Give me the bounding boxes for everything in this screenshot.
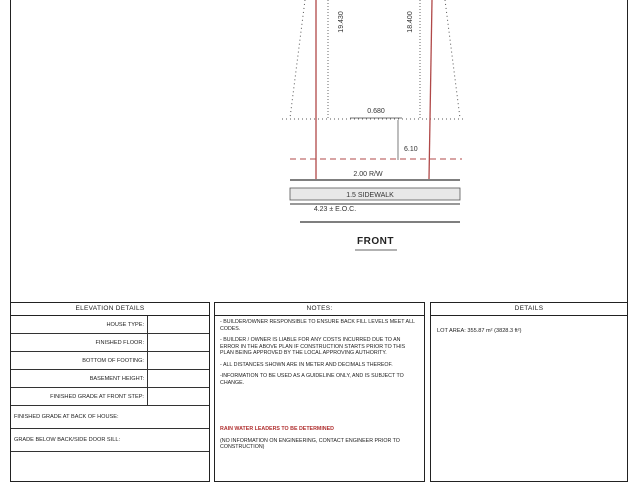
- notes-body: [215, 316, 424, 459]
- curb-label: 4.23 ± E.O.C.: [313, 206, 357, 213]
- elevation-label: BOTTOM OF FOOTING:: [11, 352, 148, 370]
- elevation-value-cell: [148, 370, 210, 388]
- lot-line-left: [290, 0, 305, 118]
- elevation-value-cell: [148, 388, 210, 406]
- elevation-details-title: ELEVATION DETAILS: [11, 303, 209, 316]
- lot-line-right: [445, 0, 460, 118]
- elevation-label: FINISHED FLOOR:: [11, 334, 148, 352]
- elevation-label: BASEMENT HEIGHT:: [11, 370, 148, 388]
- notes-title: NOTES:: [215, 303, 424, 316]
- elevation-details-panel: [10, 302, 210, 482]
- note-item: - BUILDER / OWNER IS LIABLE FOR ANY COSTS INCURRED DUE TO AN ERROR IN THE ABOVE PLAN IF CONSTRUCTION STARTS PRIOR TO THIS PLAN BEING APPROVED BY THE LOCAL APPROVING AUTHORITY.: [220, 337, 406, 356]
- details-panel: [430, 302, 628, 482]
- elevation-row: [11, 316, 209, 334]
- elevation-table: [11, 316, 209, 452]
- elevation-value-cell: [148, 334, 210, 352]
- front-label: FRONT: [357, 236, 394, 247]
- elevation-value-cell: [148, 316, 210, 334]
- dim-inner-label: 0.680: [367, 108, 385, 115]
- house-wall-right: [429, 0, 432, 179]
- elevation-row: [11, 388, 209, 406]
- note-item: -INFORMATION TO BE USED AS A GUIDELINE ONLY, AND IS SUBJECT TO CHANGE.: [220, 373, 404, 386]
- notes-panel: [214, 302, 425, 482]
- rain-water-warning-body: (NO INFORMATION ON ENGINEERING, CONTACT ENGINEER PRIOR TO CONSTRUCTION): [220, 437, 400, 450]
- setback-label: 6.10: [404, 146, 418, 153]
- sidewalk-label: 1.5 SIDEWALK: [346, 192, 394, 199]
- elevation-row: [11, 406, 209, 429]
- lot-area-text: LOT AREA: 355.87 m² (3828.3 ft²): [437, 328, 522, 334]
- elevation-row: [11, 370, 209, 388]
- dim-right-label: 18.400: [407, 11, 414, 33]
- elevation-label: FINISHED GRADE AT FRONT STEP:: [11, 388, 148, 406]
- note-item: - ALL DISTANCES SHOWN ARE IN METER AND DECIMALS THEREOF.: [220, 361, 393, 368]
- dim-left-label: 19.430: [338, 11, 345, 33]
- elevation-label: FINISHED GRADE AT BACK OF HOUSE:: [11, 406, 209, 429]
- elevation-label: GRADE BELOW BACK/SIDE DOOR SILL:: [11, 429, 209, 452]
- rain-water-warning-title: RAIN WATER LEADERS TO BE DETERMINED: [220, 426, 334, 432]
- elevation-row: [11, 334, 209, 352]
- elevation-value-cell: [148, 352, 210, 370]
- row-label: 2.00 R/W: [353, 171, 383, 178]
- elevation-row: [11, 429, 209, 452]
- elevation-label: HOUSE TYPE:: [11, 316, 148, 334]
- note-item: - BUILDER/OWNER RESPONSIBLE TO ENSURE BACK FILL LEVELS MEET ALL CODES.: [220, 319, 415, 332]
- elevation-row: [11, 352, 209, 370]
- details-title: DETAILS: [431, 303, 627, 316]
